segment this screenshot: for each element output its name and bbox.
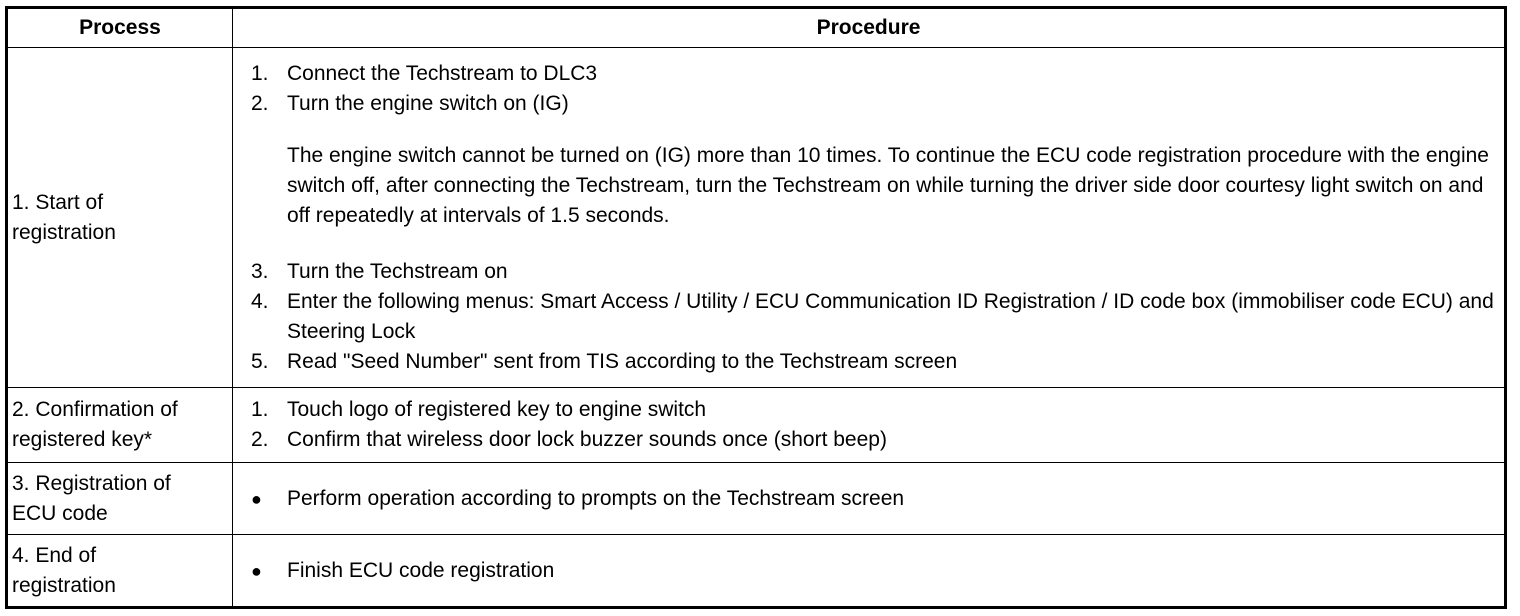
process-line: 4. End of [12, 543, 97, 567]
process-line: ECU code [12, 501, 108, 525]
step-number: 2. [251, 428, 269, 452]
table-row [7, 388, 1506, 463]
process-cell [7, 462, 233, 535]
procedure-cell [233, 388, 1506, 463]
table-row [7, 462, 1506, 535]
step-item [251, 347, 1496, 377]
step-item [251, 395, 1496, 425]
step-text: Perform operation according to prompts on the Techstream screen [287, 486, 905, 510]
procedure-cell [233, 535, 1506, 608]
table-row [7, 535, 1506, 608]
step-number: 3. [251, 259, 269, 283]
bullet-icon: ● [251, 488, 262, 509]
step-item [251, 257, 1496, 287]
process-line: 1. Start of [12, 190, 104, 214]
process-line: registered key* [12, 428, 153, 452]
bullet-icon: ● [251, 560, 262, 581]
process-line: registration [12, 220, 116, 244]
header-row [7, 8, 1506, 48]
note-text: The engine switch cannot be turned on (IG) more than 10 times. To continue the ECU code registration procedure with the engine switch off, after connecting the Techstream, turn the Techstream on while turning the driver side door courtesy light switch on and off repeatedly at intervals of 1.5 seconds. [287, 143, 1489, 227]
step-item [251, 59, 1496, 89]
step-text: Enter the following menus: Smart Access / Utility / ECU Communication ID Registration / ID code box (immobiliser code ECU) and Steering Lock [287, 289, 1494, 343]
procedure-table [5, 6, 1507, 609]
step-number: 4. [251, 289, 269, 313]
step-item [251, 287, 1496, 347]
header-process: Process [7, 8, 233, 48]
procedure-cell [233, 48, 1506, 388]
step-number: 5. [251, 349, 269, 373]
step-item [251, 556, 1496, 586]
step-text: Turn the engine switch on (IG) [287, 91, 569, 115]
step-text: Confirm that wireless door lock buzzer sounds once (short beep) [287, 428, 887, 452]
table-row [7, 48, 1506, 388]
step-text: Touch logo of registered key to engine switch [287, 398, 707, 422]
step-item [251, 425, 1496, 455]
step-item [251, 89, 1496, 119]
step-number: 2. [251, 91, 269, 115]
step-text: Read "Seed Number" sent from TIS according to the Techstream screen [287, 349, 958, 373]
process-line: 2. Confirmation of [12, 398, 178, 422]
process-line: registration [12, 573, 116, 597]
process-cell [7, 48, 233, 388]
step-text: Finish ECU code registration [287, 558, 555, 582]
step-number: 1. [251, 61, 269, 85]
step-text: Turn the Techstream on [287, 259, 508, 283]
step-number: 1. [251, 398, 269, 422]
process-cell [7, 535, 233, 608]
step-item [251, 484, 1496, 514]
process-line: 3. Registration of [12, 471, 171, 495]
procedure-cell [233, 462, 1506, 535]
header-procedure: Procedure [233, 8, 1506, 48]
step-text: Connect the Techstream to DLC3 [287, 61, 598, 85]
process-cell [7, 388, 233, 463]
